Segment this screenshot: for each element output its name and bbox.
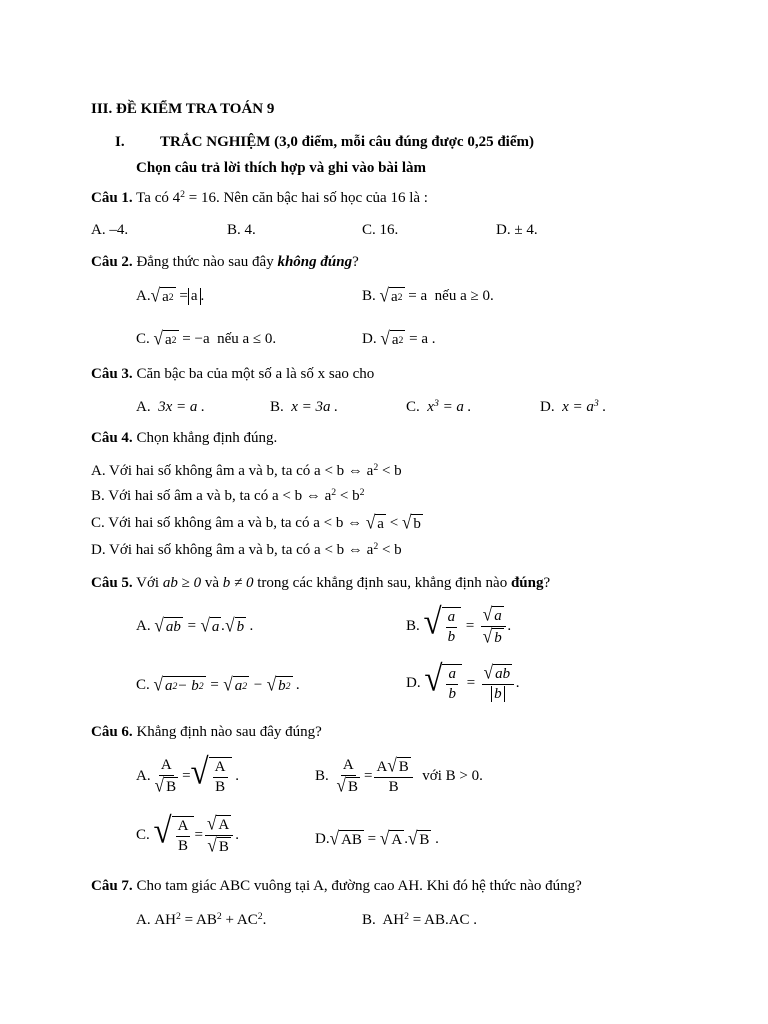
formula-AH2-eq-AB-AC: $AH^2 = AB.AC$ . [382,911,478,928]
question-5-option-d [406,659,520,703]
question-3-text: Căn bậc ba của một số a là số x sao cho [136,366,375,382]
formula-sqrt-a2-eq-abs-a: √ a 2 = a . [150,284,205,306]
question-1-option-c: C. 16. [362,222,399,238]
option-label: C. [136,676,150,693]
section-instruction: Chọn câu trả lời thích hợp và ghi vào bài làm [136,160,426,176]
option-text: A. Với hai số không âm a và b, ta có a < b ⇔ [91,463,367,479]
question-5-text-3: trong các khẳng định sau, khẳng định nào [253,575,511,591]
question-5-option-b [406,602,512,647]
question-3-option-d [540,399,606,416]
question-2-label: Câu 2. [91,254,133,270]
option-label: A. [136,287,151,304]
formula-sqrt-a-over-b: √ $\frac{a}{b}$ = √ a √ b . [423,602,512,647]
option-label: D. [315,831,330,847]
question-1-text-start: Ta có 4 [136,190,181,206]
question-2-option-b [362,284,494,306]
condition-text: nếu a ≥ 0. [434,287,494,304]
formula-sqrt-ab-eq-sqrt-a-sqrt-b: √ ab = √ a . √ b . [154,614,254,636]
option-label: B. [270,399,284,415]
option-label: C. [136,330,150,347]
formula-sqrt-a-lt-sqrt-b: √ a < √ b [365,511,421,533]
formula-sqrt-A-over-B-eq-sqrtA-over-sqrtB: √ $\frac{A}{B}$ = √ A √ B . [153,811,240,856]
condition-text: với B > 0. [422,768,483,784]
formula-a2-lt-b2: $a^2 < b^2$ [324,487,365,504]
question-6-text: Khẳng định nào sau đây đúng? [136,724,322,740]
question-6-option-d [315,827,439,849]
question-3-option-c [406,399,471,416]
section-roman-numeral: I. [115,134,125,150]
exam-heading: III. ĐỀ KIỂM TRA TOÁN 9 [91,101,275,117]
formula-AH2-eq-AB2-plus-AC2: $AH^2 = AB^2 + AC^2$. [154,911,267,928]
question-1-exponent: 2 [180,189,185,201]
question-5-option-a [136,614,254,636]
question-5-text-2: và [201,575,223,591]
question-1 [91,190,428,207]
option-label: C. [406,399,420,415]
question-7-option-a [136,912,266,929]
formula-sqrt-AB-eq-sqrtA-sqrtB: √ AB = √ A . √ B . [329,827,439,849]
option-text: D. Với hai số không âm a và b, ta có a < b ⇔ [91,542,367,558]
option-text: C. Với hai số không âm a và b, ta có a < b ⇔ [91,514,366,531]
formula-A-over-sqrtB-eq-AsqrtB-over-B: A √ B = A √ B B [333,757,415,796]
question-3-option-b [270,399,338,416]
question-7-option-b [362,912,477,929]
formula-sqrt-a2-eq-a-2: √ a 2 = a . [380,327,436,349]
question-1-text-end: = 16. Nên căn bậc hai số học của 16 là : [184,190,428,206]
question-2-option-c [136,327,277,349]
formula-a2-lt-b: $a^2 < b$ [366,462,402,479]
question-5-text-4: ? [543,575,551,591]
formula-sqrt-a2-eq-neg-a: √ a 2 = −a [153,327,214,349]
question-3-label: Câu 3. [91,366,133,382]
formula-sqrt-a2-minus-b2: √ a 2 − b 2 = √ a 2 − √ b 2 . [153,673,301,695]
formula-x3-eq-a: $x^3 = a$ . [427,398,472,415]
question-7-label: Câu 7. [91,878,133,894]
question-2-text-start: Đẳng thức nào sau đây [136,254,278,270]
question-5 [91,575,550,592]
question-2-text-end: ? [352,254,359,270]
formula-sqrt-a-over-b-abs: √ $\frac{a}{b}$ = √ ab b . [424,659,520,702]
question-2-option-a [136,284,205,306]
question-6-option-c [136,811,240,856]
question-4-option-c [91,511,423,533]
question-1-label: Câu 1. [91,190,133,206]
question-1-option-b: B. 4. [227,222,256,238]
question-4-text: Chọn khẳng định đúng. [136,430,278,446]
formula-b-ne-0: b ≠ 0 [222,575,254,591]
question-7 [91,878,582,895]
formula-x-eq-3a: x = 3a . [291,399,339,415]
option-label: C. [136,827,150,843]
question-4-option-b [91,488,364,505]
question-3-option-a [136,399,205,416]
question-2-emphasis: không đúng [277,254,353,270]
question-7-text: Cho tam giác ABC vuông tại A, đường cao AH. Khi đó hệ thức nào đúng? [136,878,582,894]
question-1-option-a: A. –4. [91,222,129,238]
option-label: B. [406,618,420,634]
condition-text: nếu a ≤ 0. [217,330,277,347]
question-4-label: Câu 4. [91,430,133,446]
option-label: B. [315,768,329,784]
option-label: A. [136,399,151,415]
option-label: B. [362,912,376,928]
question-5-label: Câu 5. [91,575,133,591]
question-5-option-c [136,673,301,695]
question-5-emphasis: đúng [510,575,544,591]
formula-x-eq-a3: $x = a^3$ . [562,398,607,415]
formula-3x-eq-a: 3x = a . [158,399,205,415]
formula-A-over-sqrtB-eq-sqrt-A-over-B: A √ B = √ $\frac{A}{B}$ . [154,752,240,796]
question-6-option-b [315,754,483,796]
question-6-option-a [136,752,240,796]
formula-ab-ge-0: ab ≥ 0 [162,575,202,591]
section-title: TRẮC NGHIỆM (3,0 điểm, mỗi câu đúng được 0,25 điểm) [160,134,534,150]
question-4-option-d [91,542,402,559]
option-label: D. [362,330,377,347]
option-label: A. [136,768,151,784]
question-5-text-1: Với [136,575,163,591]
formula-sqrt-a2-eq-a: √ a 2 = a [379,284,431,306]
question-1-option-d: D. ± 4. [496,222,538,238]
option-label: B. [362,287,376,304]
question-4 [91,430,277,447]
question-2 [91,254,359,271]
question-2-option-d [362,327,436,349]
option-label: D. [540,399,555,415]
option-label: A. [136,912,151,928]
option-label: A. [136,617,151,634]
question-6 [91,724,322,741]
question-3 [91,366,374,383]
formula-a2-lt-b-2: $a^2 < b$ [366,541,402,558]
option-label: D. [406,674,421,691]
question-4-option-a [91,463,402,480]
option-text: B. Với hai số âm a và b, ta có a < b ⇔ [91,488,325,504]
question-6-label: Câu 6. [91,724,133,740]
